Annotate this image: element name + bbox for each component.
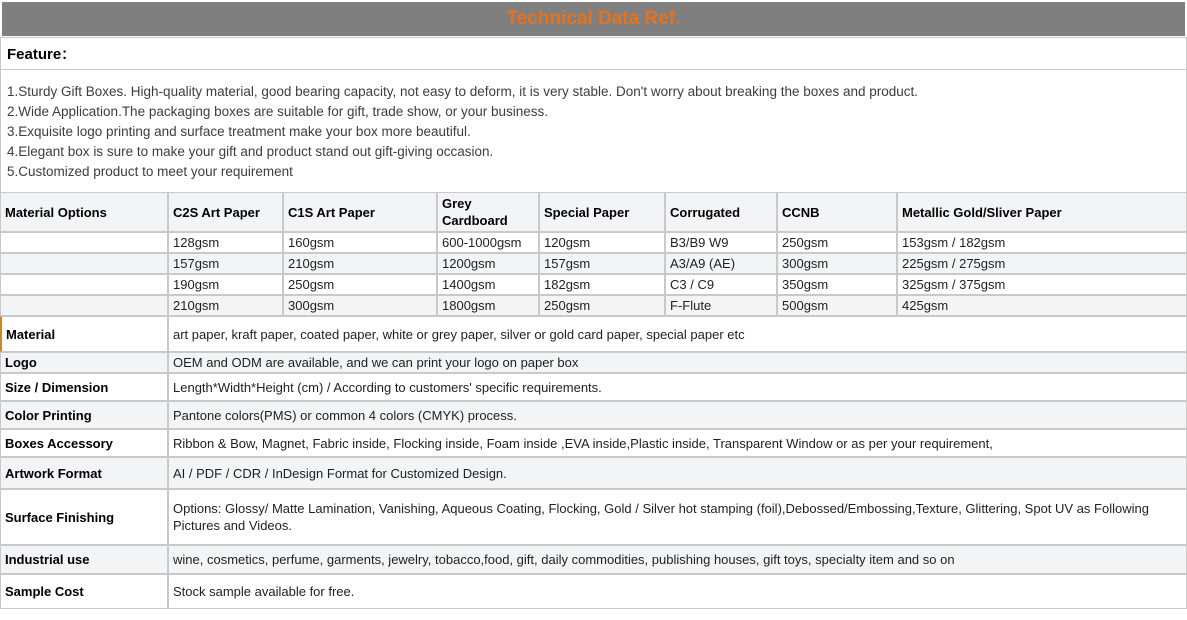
spec-cell: 182gsm [539,274,665,295]
spec-cell: A3/A9 (AE) [665,253,777,274]
feature-item: 5.Customized product to meet your requirement [7,164,293,179]
info-row-label: Boxes Accessory [0,429,168,457]
info-row-label: Logo [0,352,168,373]
spec-cell-empty [0,295,168,316]
spec-cell: 160gsm [283,232,437,253]
feature-item: 3.Exquisite logo printing and surface treatment make your box more beautiful. [7,124,471,139]
feature-item: 2.Wide Application.The packaging boxes are suitable for gift, trade show, or your business. [7,104,549,119]
spec-cell: 157gsm [539,253,665,274]
info-row-value: Pantone colors(PMS) or common 4 colors (CMYK) process. [168,401,1187,429]
info-row-value: OEM and ODM are available, and we can print your logo on paper box [168,352,1187,373]
technical-data-table [0,192,1187,609]
spec-cell: B3/B9 W9 [665,232,777,253]
spec-cell-empty [0,274,168,295]
feature-list [1,70,1186,192]
spec-cell: 250gsm [283,274,437,295]
spec-cell: 500gsm [777,295,897,316]
feature-heading: Feature： [1,38,1186,70]
info-row-logo [0,352,1187,373]
column-header-corrugated: Corrugated [665,192,777,232]
feature-item: 1.Sturdy Gift Boxes. High-quality material, good bearing capacity, not easy to deform, it is very stable. Don't worry about breaking the boxes and product. [7,84,919,99]
spec-cell: 1200gsm [437,253,539,274]
info-row-industrial-use [0,545,1187,574]
spec-cell: 210gsm [168,295,283,316]
spec-cell: 1400gsm [437,274,539,295]
spec-cell: 300gsm [283,295,437,316]
spec-cell: 1800gsm [437,295,539,316]
info-row-label: Color Printing [0,401,168,429]
spec-cell: 128gsm [168,232,283,253]
info-row-artwork-format [0,457,1187,489]
info-row-label: Sample Cost [0,574,168,609]
info-row-label: Industrial use [0,545,168,574]
column-header-material-options: Material Options [0,192,168,232]
info-row-sample-cost [0,574,1187,609]
info-row-value: AI / PDF / CDR / InDesign Format for Customized Design. [168,457,1187,489]
spec-cell: 425gsm [897,295,1187,316]
spec-cell: 157gsm [168,253,283,274]
info-row-material [0,316,1187,352]
info-row-label: Material [0,316,168,352]
info-row-value: Stock sample available for free. [168,574,1187,609]
info-row-value: Options: Glossy/ Matte Lamination, Vanishing, Aqueous Coating, Flocking, Gold / Silver hot stamping (foil),Debossed/Embossing,Texture, Glittering, Spot UV as Following Pictures and Videos. [168,489,1187,545]
column-header-c2s-art-paper: C2S Art Paper [168,192,283,232]
spec-cell: 300gsm [777,253,897,274]
info-row-value: Length*Width*Height (cm) / According to customers' specific requirements. [168,373,1187,401]
column-header-grey-cardboard: Grey Cardboard [437,192,539,232]
spec-cell: 600-1000gsm [437,232,539,253]
info-row-label: Artwork Format [0,457,168,489]
spec-cell: 190gsm [168,274,283,295]
table-header-row [0,192,1187,232]
spec-row [0,232,1187,253]
info-row-surface-finishing [0,489,1187,545]
info-row-color-printing [0,401,1187,429]
column-header-metallic-paper: Metallic Gold/Sliver Paper [897,192,1187,232]
info-row-label: Size / Dimension [0,373,168,401]
spec-cell-empty [0,232,168,253]
spec-cell: F-Flute [665,295,777,316]
spec-cell: 325gsm / 375gsm [897,274,1187,295]
spec-cell: 120gsm [539,232,665,253]
info-row-label: Surface Finishing [0,489,168,545]
info-row-size-dimension [0,373,1187,401]
spec-cell: 250gsm [539,295,665,316]
product-spec-page [0,2,1187,609]
spec-cell-empty [0,253,168,274]
spec-cell: 250gsm [777,232,897,253]
spec-cell: 153gsm / 182gsm [897,232,1187,253]
spec-row [0,274,1187,295]
spec-row [0,295,1187,316]
spec-cell: 350gsm [777,274,897,295]
spec-cell: 225gsm / 275gsm [897,253,1187,274]
column-header-special-paper: Special Paper [539,192,665,232]
info-row-value: Ribbon & Bow, Magnet, Fabric inside, Flocking inside, Foam inside ,EVA inside,Plastic inside, Transparent Window or as per your requirement, [168,429,1187,457]
page-title: Technical Data Ref. [2,2,1185,36]
info-row-boxes-accessory [0,429,1187,457]
column-header-ccnb: CCNB [777,192,897,232]
feature-item: 4.Elegant box is sure to make your gift and product stand out gift-giving occasion. [7,144,494,159]
info-row-value: wine, cosmetics, perfume, garments, jewelry, tobacco,food, gift, daily commodities, publishing houses, gift toys, specialty item and so on [168,545,1187,574]
feature-section [0,37,1187,192]
info-row-value: art paper, kraft paper, coated paper, white or grey paper, silver or gold card paper, special paper etc [168,316,1187,352]
spec-cell: C3 / C9 [665,274,777,295]
spec-row [0,253,1187,274]
spec-cell: 210gsm [283,253,437,274]
column-header-c1s-art-paper: C1S Art Paper [283,192,437,232]
